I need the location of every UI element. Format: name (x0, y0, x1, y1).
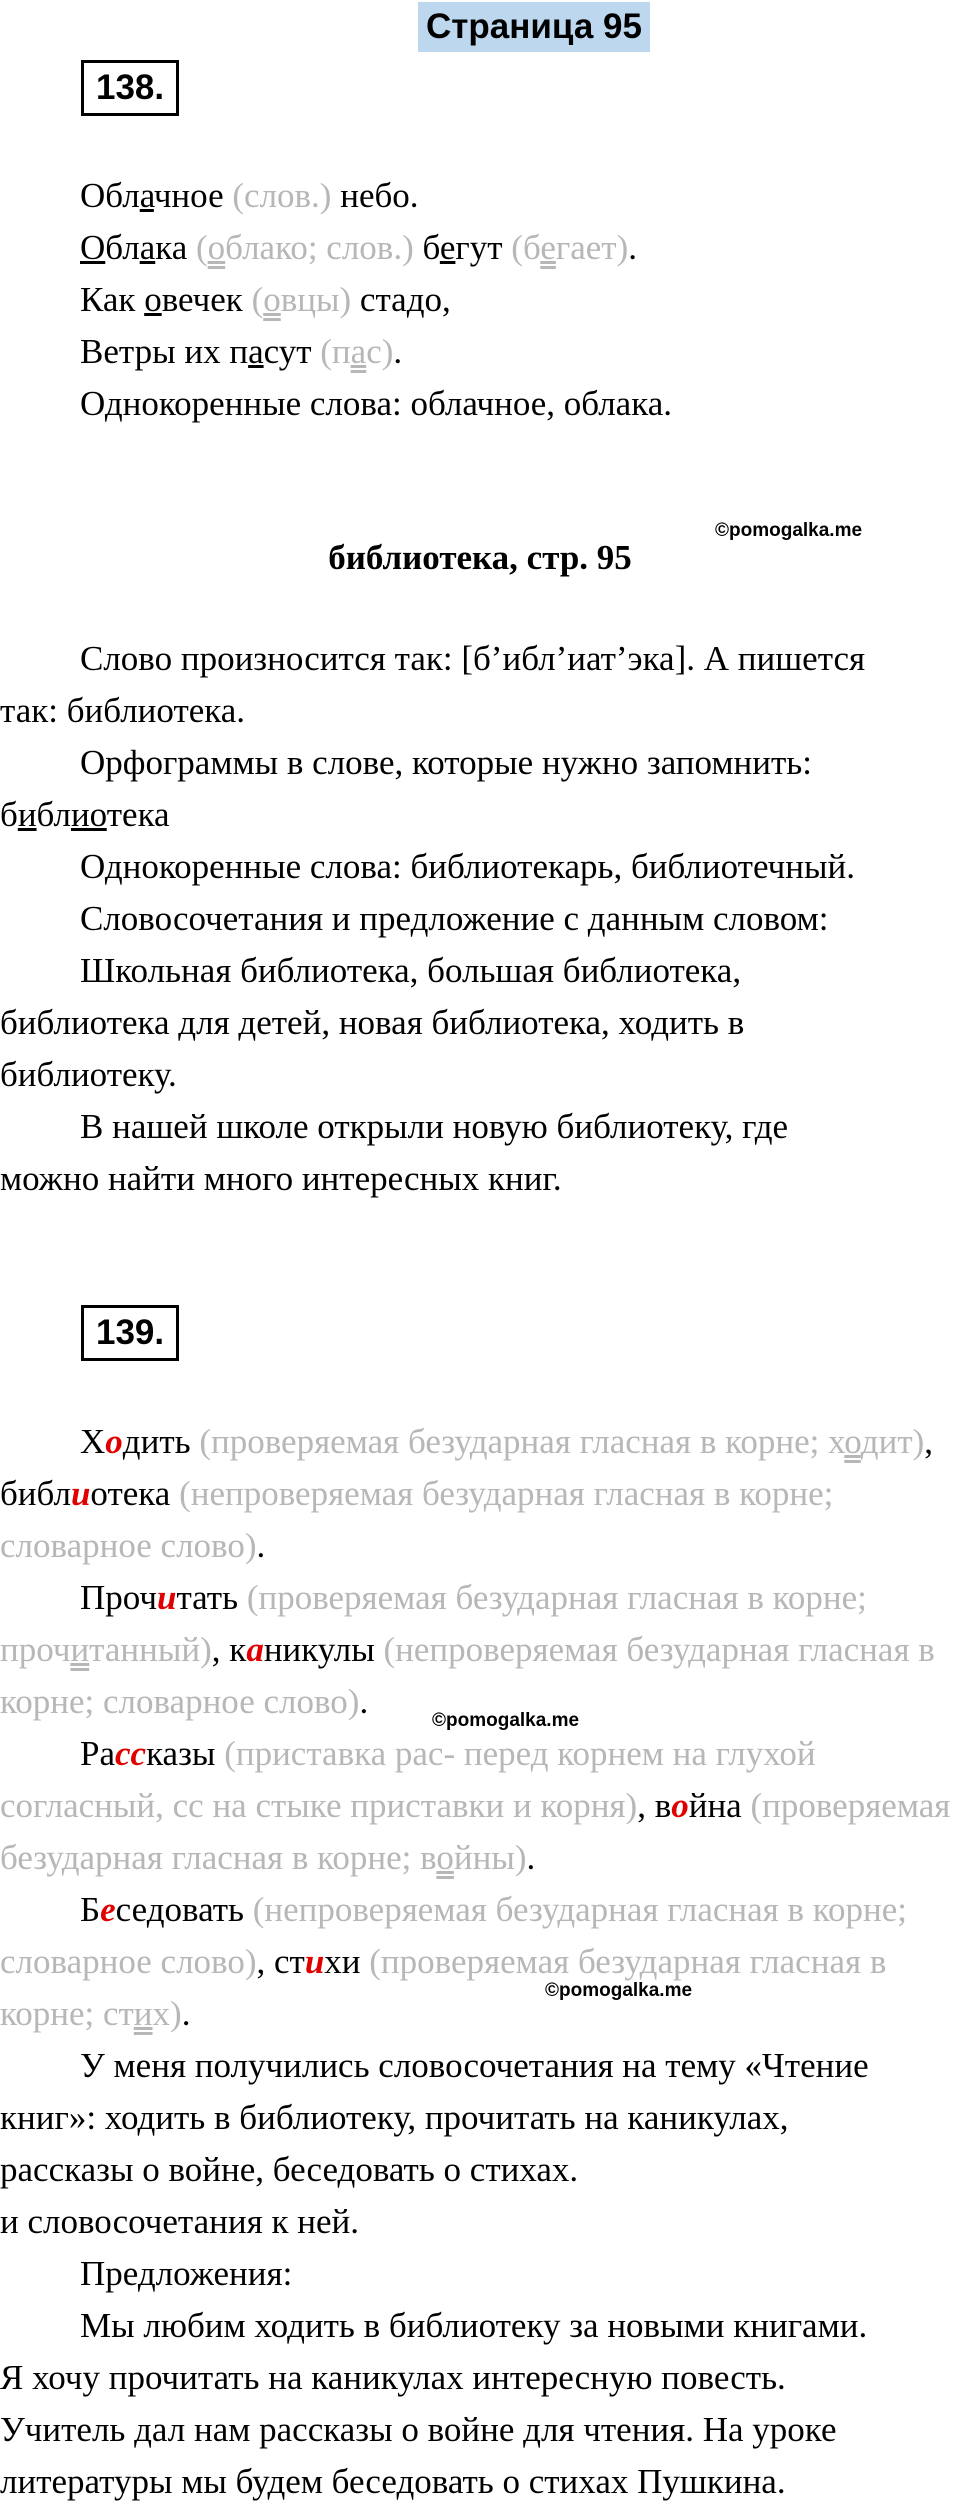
text-segment: так: библиотека. (0, 691, 246, 730)
task-138-text (0, 170, 960, 430)
text-segment: . (393, 332, 403, 371)
text-segment: сут (263, 332, 321, 371)
text-segment: рассказы о войне, беседовать о стихах. (0, 2150, 579, 2189)
text-segment: О (80, 228, 106, 267)
text-segment: книг»: ходить в библиотеку, прочитать на каникулах, (0, 2098, 789, 2137)
text-segment: Орфограммы в слове, которые нужно запомнить: (80, 743, 812, 782)
text-segment: никулы (263, 1630, 384, 1669)
text-line (0, 2040, 960, 2092)
task-139-text (0, 1416, 960, 2508)
text-segment: . (526, 1838, 536, 1877)
explanation-text: а (350, 332, 367, 371)
explanation-text: о (844, 1422, 861, 1461)
text-segment: Однокоренные слова: облачное, облака. (80, 384, 672, 423)
text-line (0, 326, 960, 378)
explanation-text: вцы) (280, 280, 352, 319)
text-line (0, 222, 960, 274)
explanation-text: танный) (89, 1630, 212, 1669)
text-line (0, 274, 960, 326)
text-line (0, 2144, 960, 2196)
text-line (0, 1153, 960, 1205)
explanation-text: и (133, 1994, 153, 2033)
text-line (0, 1101, 960, 1153)
text-segment: Однокоренные слова: библиотекарь, библиотечный. (80, 847, 855, 886)
text-line (0, 1832, 960, 1884)
text-line (0, 1780, 960, 1832)
highlighted-letter: е (100, 1890, 116, 1929)
explanation-text: проч (0, 1630, 71, 1669)
text-segment: , в (637, 1786, 672, 1825)
explanation-text: (непроверяемая безударная гласная в корне; (179, 1474, 834, 1513)
explanation-text: гает) (555, 228, 629, 267)
text-segment: Ра (80, 1734, 115, 1773)
explanation-text: (приставка рас- перед корнем на глухой (224, 1734, 816, 1773)
text-segment: е (439, 228, 456, 267)
text-segment: йна (688, 1786, 751, 1825)
text-line (0, 2092, 960, 2144)
text-line (0, 378, 960, 430)
library-heading: библиотека, стр. 95 (328, 538, 632, 577)
text-segment: У меня получились словосочетания на тему «Чтение (80, 2046, 869, 2085)
text-line (0, 2404, 960, 2456)
explanation-text: ( (196, 228, 208, 267)
task-number-138: 138. (81, 60, 179, 116)
text-segment: небо. (331, 176, 419, 215)
text-segment: б (413, 228, 440, 267)
text-segment: Х (80, 1422, 106, 1461)
explanation-text: х) (152, 1994, 182, 2033)
text-segment: гут (455, 228, 512, 267)
text-segment: . (256, 1526, 266, 1565)
explanation-text: словарное слово) (0, 1526, 257, 1565)
explanation-text: (б (511, 228, 541, 267)
text-line (0, 1936, 960, 1988)
text-segment: литературы мы будем беседовать о стихах Пушкина. (0, 2462, 786, 2501)
explanation-text: (слов.) (232, 176, 332, 215)
text-segment: б (0, 795, 18, 834)
text-segment: а (139, 228, 156, 267)
text-segment: бл (36, 795, 71, 834)
highlighted-letter: о (671, 1786, 689, 1825)
text-line (0, 685, 960, 737)
explanation-text: е (540, 228, 556, 267)
text-line (0, 1572, 960, 1624)
text-segment: хи (324, 1942, 370, 1981)
watermark: ©pomogalka.me (432, 1710, 580, 1731)
text-segment: Учитель дал нам рассказы о войне для чтения. На уроке (0, 2410, 837, 2449)
text-segment: о (144, 280, 162, 319)
text-line (0, 1884, 960, 1936)
text-segment: дить (122, 1422, 200, 1461)
explanation-text: безударная гласная в корне; в (0, 1838, 437, 1877)
text-line (0, 2248, 960, 2300)
text-segment: казы (146, 1734, 225, 1773)
text-segment: бл (105, 228, 140, 267)
text-segment: , к (211, 1630, 247, 1669)
explanation-text: и (70, 1630, 90, 1669)
text-segment: . (181, 1994, 191, 2033)
text-line (0, 945, 960, 997)
text-segment: Словосочетания и предложение с данным словом: (80, 899, 829, 938)
text-segment: тека (106, 795, 170, 834)
explanation-text: (проверяемая безударная гласная в корне; х (199, 1422, 845, 1461)
text-line (0, 1468, 960, 1520)
text-line (0, 1416, 960, 1468)
explanation-text: блако; слов.) (225, 228, 414, 267)
explanation-text: (проверяемая (750, 1786, 951, 1825)
explanation-text: о (263, 280, 281, 319)
text-line (0, 2300, 960, 2352)
explanation-text: корне; словарное слово) (0, 1682, 360, 1721)
highlighted-letter: а (246, 1630, 264, 1669)
text-line (0, 893, 960, 945)
text-segment: стадо, (351, 280, 451, 319)
highlighted-letter: и (70, 1474, 91, 1513)
text-segment: а (248, 332, 264, 371)
text-segment: вечек (161, 280, 252, 319)
text-segment: ио (70, 795, 107, 834)
text-segment: чное (153, 176, 233, 215)
explanation-text: о (207, 228, 226, 267)
explanation-text: с) (366, 332, 394, 371)
text-segment: . (628, 228, 637, 267)
text-segment: Мы любим ходить в библиотеку за новыми книгами. (80, 2306, 868, 2345)
text-segment: и (17, 795, 37, 834)
highlighted-letter: и (156, 1578, 177, 1617)
text-line (0, 170, 960, 222)
text-segment: библ (0, 1474, 71, 1513)
explanation-text: корне; ст (0, 1994, 134, 2033)
text-line (0, 1624, 960, 1676)
text-segment: В нашей школе открыли новую библиотеку, где (80, 1107, 789, 1146)
watermark: ©pomogalka.me (545, 1980, 693, 2001)
text-segment: Ветры их п (80, 332, 249, 371)
text-line (0, 2352, 960, 2404)
text-segment: тать (176, 1578, 247, 1617)
explanation-text: (непроверяемая безударная гласная в (383, 1630, 935, 1669)
text-line (0, 789, 960, 841)
text-line (0, 1988, 960, 2040)
watermark: ©pomogalka.me (715, 520, 863, 541)
text-segment: библиотека для детей, новая библиотека, ходить в (0, 1003, 745, 1042)
text-segment: Слово произносится так: [б’ибл’иат’эка]. А пишется (80, 639, 866, 678)
text-segment: седовать (115, 1890, 253, 1929)
text-segment: Школьная библиотека, большая библиотека, (80, 951, 742, 990)
text-segment: . (359, 1682, 369, 1721)
text-line (0, 1049, 960, 1101)
text-segment: и словосочетания к ней. (0, 2202, 359, 2241)
text-segment: Б (80, 1890, 101, 1929)
highlighted-letter: сс (115, 1734, 147, 1773)
text-line (0, 2196, 960, 2248)
text-segment: библиотеку. (0, 1055, 177, 1094)
explanation-text: о (436, 1838, 454, 1877)
explanation-text: (проверяемая безударная гласная в (369, 1942, 887, 1981)
text-segment: , ст (256, 1942, 305, 1981)
text-segment: , (924, 1422, 934, 1461)
explanation-text: словарное слово) (0, 1942, 257, 1981)
explanation-text: (п (320, 332, 351, 371)
text-line (0, 633, 960, 685)
explanation-text: (проверяемая безударная гласная в корне; (246, 1578, 867, 1617)
explanation-text: дит) (860, 1422, 925, 1461)
explanation-text: (непроверяемая безударная гласная в корне; (252, 1890, 908, 1929)
text-segment: ка (155, 228, 196, 267)
text-segment: Обл (80, 176, 140, 215)
explanation-text: ( (251, 280, 264, 319)
highlighted-letter: и (304, 1942, 325, 1981)
text-segment: Предложения: (80, 2254, 293, 2293)
explanation-text: йны) (453, 1838, 527, 1877)
text-line (0, 997, 960, 1049)
text-segment: Я хочу прочитать на каникулах интересную повесть. (0, 2358, 786, 2397)
text-line (0, 1728, 960, 1780)
text-line (0, 2456, 960, 2508)
highlighted-letter: о (105, 1422, 123, 1461)
text-segment: отека (90, 1474, 180, 1513)
explanation-text: согласный, сс на стыке приставки и корня) (0, 1786, 638, 1825)
page-title: Страница 95 (418, 2, 650, 52)
text-segment: Как (80, 280, 145, 319)
task-number-139: 139. (81, 1305, 179, 1361)
text-line (0, 737, 960, 789)
text-segment: можно найти много интересных книг. (0, 1159, 562, 1198)
text-segment: Проч (80, 1578, 157, 1617)
text-line (0, 1520, 960, 1572)
library-text (0, 633, 960, 1205)
text-line (0, 841, 960, 893)
text-segment: а (139, 176, 154, 215)
